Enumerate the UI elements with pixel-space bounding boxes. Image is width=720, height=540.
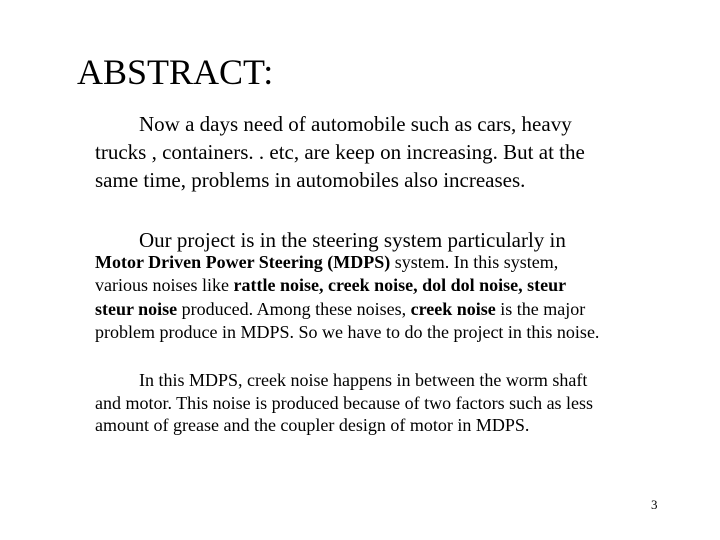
paragraph-3-line-1: In this MDPS, creek noise happens in between the worm shaft	[139, 370, 588, 390]
paragraph-2-line-3	[95, 274, 599, 297]
creek-noise-bold: creek noise	[410, 298, 496, 319]
paragraph-2-line-3-pre: various noises like	[95, 275, 234, 296]
paragraph-2-line-2	[95, 251, 599, 274]
slide-title: ABSTRACT:	[77, 52, 274, 92]
paragraph-1-line-3: same time, problems in automobiles also increases.	[95, 168, 526, 192]
paragraph-2-line-4-mid: produced. Among these noises,	[177, 298, 411, 319]
paragraph-2-line-4-rest: is the major	[495, 298, 586, 319]
paragraph-2-line-4	[95, 298, 599, 321]
abstract-paragraph-2-body	[95, 251, 599, 344]
paragraph-2-line-2-rest: system. In this system,	[390, 252, 559, 272]
abstract-paragraph-1	[95, 110, 585, 194]
abstract-paragraph-3	[95, 369, 593, 437]
abstract-paragraph-2-lead	[95, 226, 566, 254]
paragraph-2-line-5: problem produce in MDPS. So we have to do the project in this noise.	[95, 321, 600, 342]
paragraph-3-line-3: amount of grease and the coupler design of motor in MDPS.	[95, 415, 530, 435]
paragraph-2-line-1: Our project is in the steering system particularly in	[139, 228, 566, 252]
steur-noise-bold: steur noise	[95, 298, 178, 319]
paragraph-3-line-2: and motor. This noise is produced because of two factors such as less	[95, 392, 594, 413]
mdps-term: Motor Driven Power Steering (MDPS)	[95, 252, 391, 272]
paragraph-1-line-1: Now a days need of automobile such as cars, heavy	[139, 112, 572, 136]
paragraph-1-line-2: trucks , containers. . etc, are keep on increasing. But at the	[95, 140, 585, 164]
noise-types-bold: rattle noise, creek noise, dol dol noise, steur	[233, 275, 567, 296]
page-number: 3	[651, 497, 658, 512]
